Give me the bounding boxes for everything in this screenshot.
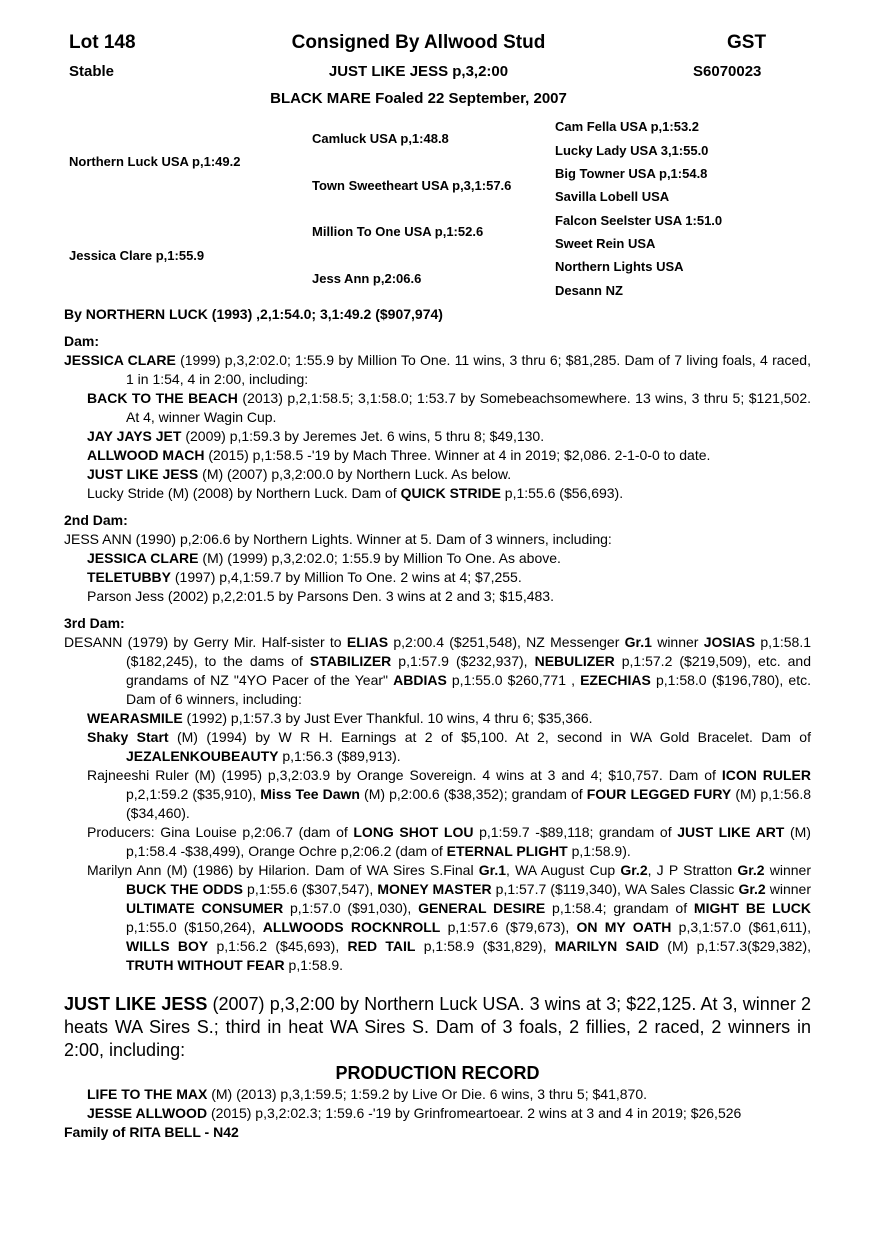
dam2-heading: 2nd Dam: [64, 512, 128, 528]
foal-text: (2013) p,2,1:58.5; 3,1:58.0; 1:53.7 by Somebeachsomewhere. 13 wins, 3 thru 5; $121,502. At 4, winner Wagin Cup. [126, 390, 811, 425]
pedigree-g3-5: Falcon Seelster USA 1:51.0 [555, 213, 723, 228]
dam-entry [64, 351, 811, 389]
pedigree-sire-dam: Town Sweetheart USA p,3,1:57.6 [312, 178, 512, 193]
foal-entry [64, 484, 811, 503]
foal-name: JAY JAYS JET [87, 428, 182, 444]
foal-name: ALLWOOD MACH [87, 447, 205, 463]
sire-line: By NORTHERN LUCK (1993) ,2,1:54.0; 3,1:49.2 ($907,974) [64, 306, 443, 322]
foal-entry [64, 568, 811, 587]
foal-entry: Shaky Start (M) (1994) by W R H. Earnings at 2 of $5,100. At 2, second in WA Gold Bracelet. Dam of JEZALENKOUBEAUTY p,1:56.3 ($89,913). [87, 729, 811, 764]
dam-heading: Dam: [64, 333, 100, 349]
pedigree-g3-3: Big Towner USA p,1:54.8 [555, 166, 708, 181]
subject-text: (2007) p,3,2:00 by Northern Luck USA. 3 wins at 3; $22,125. At 3, winner 2 heats WA Sires S.; third in heat WA Sires S. Dam of 3 foals, 2 fillies, 2 raced, 2 winners in 2:00, including: [64, 994, 811, 1060]
pedigree-g3-2: Lucky Lady USA 3,1:55.0 [555, 143, 709, 158]
foal-entry: WEARASMILE (1992) p,1:57.3 by Just Ever Thankful. 10 wins, 4 thru 6; $35,366. [87, 710, 593, 726]
horse-description: BLACK MARE Foaled 22 September, 2007 [270, 90, 567, 107]
foal-name: JESSICA CLARE [87, 550, 199, 566]
foal-name: BACK TO THE BEACH [87, 390, 238, 406]
location: Stable [69, 63, 115, 80]
foal-text: (2009) p,1:59.3 by Jeremes Jet. 6 wins, 5 thru 8; $49,130. [181, 428, 545, 444]
family-line: Family of RITA BELL - N42 [64, 1124, 239, 1140]
dam2-entry: JESS ANN (1990) p,2:06.6 by Northern Lights. Winner at 5. Dam of 3 winners, including: [64, 531, 612, 547]
consignor: Consigned By Allwood Stud [291, 32, 546, 53]
subject-entry [64, 993, 811, 1062]
foal-text: (1997) p,4,1:59.7 by Million To One. 2 wins at 4; $7,255. [171, 569, 522, 585]
pedigree-dam: Jessica Clare p,1:55.9 [69, 248, 205, 263]
pedigree-dam-sire: Million To One USA p,1:52.6 [312, 224, 484, 239]
foal-text: (M) (2007) p,3,2:00.0 by Northern Luck. As below. [198, 466, 512, 482]
horse-name: JUST LIKE JESS p,3,2:00 [328, 63, 509, 80]
foal-text: (2015) p,1:58.5 -'19 by Mach Three. Winner at 4 in 2019; $2,086. 2-1-0-0 to date. [204, 447, 711, 463]
producers-entry: Producers: Gina Louise p,2:06.7 (dam of LONG SHOT LOU p,1:59.7 -$89,118; grandam of JUST LIKE ART (M) p,1:58.4 -$38,499), Orange Ochre p,2:06.2 (dam of ETERNAL PLIGHT p,1:58.9). [87, 824, 811, 859]
foal-entry [64, 465, 811, 484]
dam-name: JESSICA CLARE [64, 352, 176, 368]
pedigree-sire-sire: Camluck USA p,1:48.8 [312, 131, 449, 146]
pedigree-g3-4: Savilla Lobell USA [555, 189, 670, 204]
foal-name: JUST LIKE JESS [87, 466, 199, 482]
pedigree-g3-1: Cam Fella USA p,1:53.2 [555, 119, 700, 134]
pedigree-sire: Northern Luck USA p,1:49.2 [69, 154, 241, 169]
sale-code: GST [727, 32, 767, 53]
catalogue-body [64, 305, 811, 1142]
foal-text: p,1:55.6 ($56,693). [500, 485, 624, 501]
foal-text: Lucky Stride (M) (2008) by Northern Luck. Dam of [87, 485, 401, 501]
lot-number: Lot 148 [69, 32, 136, 53]
dam-text: (1999) p,3,2:02.0; 1:55.9 by Million To One. 11 wins, 3 thru 6; $81,285. Dam of 7 living foals, 4 raced, 1 in 1:54, 4 in 2:00, including: [126, 352, 811, 387]
production-entry: LIFE TO THE MAX (M) (2013) p,3,1:59.5; 1:59.2 by Live Or Die. 6 wins, 3 thru 5; $41,870. [87, 1086, 647, 1102]
foal-entry [64, 549, 811, 568]
production-heading: PRODUCTION RECORD [335, 1063, 540, 1083]
production-entry: JESSE ALLWOOD (2015) p,3,2:02.3; 1:59.6 -'19 by Grinfromeartoear. 2 wins at 3 and 4 in 2019; $26,526 [87, 1105, 742, 1121]
dam3-entry: DESANN (1979) by Gerry Mir. Half-sister to ELIAS p,2:00.4 ($251,548), NZ Messenger Gr.1 winner JOSIAS p,1:58.1 ($182,245), to the dams of STABILIZER p,1:57.9 ($232,937), NEBULIZER p,1:57.2 ($219,509), etc. and grandams of NZ "4YO Pacer of the Year" ABDIAS p,1:55.0 $260,771 , EZECHIAS p,1:58.0 ($196,780), etc. Dam of 6 winners, including: [64, 634, 812, 707]
subject-name: JUST LIKE JESS [64, 994, 208, 1014]
foal-entry: Rajneeshi Ruler (M) (1995) p,3,2:03.9 by Orange Sovereign. 4 wins at 3 and 4; $10,757. Dam of ICON RULER p,2,1:59.2 ($35,910), Miss Tee Dawn (M) p,2:00.6 ($38,352); grandam of FOUR LEGGED FURY (M) p,1:56.8 ($34,460). [87, 767, 811, 821]
foal-name: TELETUBBY [87, 569, 171, 585]
pedigree-g3-7: Northern Lights USA [555, 259, 684, 274]
dam3-heading: 3rd Dam: [64, 615, 125, 631]
foal-text: (M) (1999) p,3,2:02.0; 1:55.9 by Million To One. As above. [198, 550, 561, 566]
foal-entry [64, 389, 811, 427]
foal-entry: Parson Jess (2002) p,2,2:01.5 by Parsons Den. 3 wins at 2 and 3; $15,483. [87, 588, 554, 604]
foal-entry [64, 427, 811, 446]
foal-entry: Marilyn Ann (M) (1986) by Hilarion. Dam of WA Sires S.Final Gr.1, WA August Cup Gr.2, J P Stratton Gr.2 winner BUCK THE ODDS p,1:55.6 ($307,547), MONEY MASTER p,1:57.7 ($119,340), WA Sales Classic Gr.2 winner ULTIMATE CONSUMER p,1:57.0 ($91,030), GENERAL DESIRE p,1:58.4; grandam of MIGHT BE LUCK p,1:55.0 ($150,264), ALLWOODS ROCKNROLL p,1:57.6 ($79,673), ON MY OATH p,3,1:57.0 ($61,611), WILLS BOY p,1:56.2 ($45,693), RED TAIL p,1:58.9 ($31,829), MARILYN SAID (M) p,1:57.3($29,382), TRUTH WITHOUT FEAR p,1:58.9. [87, 862, 812, 973]
pedigree-dam-dam: Jess Ann p,2:06.6 [312, 271, 422, 286]
foal-entry [64, 446, 811, 465]
foal-name: QUICK STRIDE [400, 485, 501, 501]
horse-id: S6070023 [693, 63, 762, 80]
pedigree-g3-6: Sweet Rein USA [555, 236, 656, 251]
pedigree-g3-8: Desann NZ [555, 283, 623, 298]
